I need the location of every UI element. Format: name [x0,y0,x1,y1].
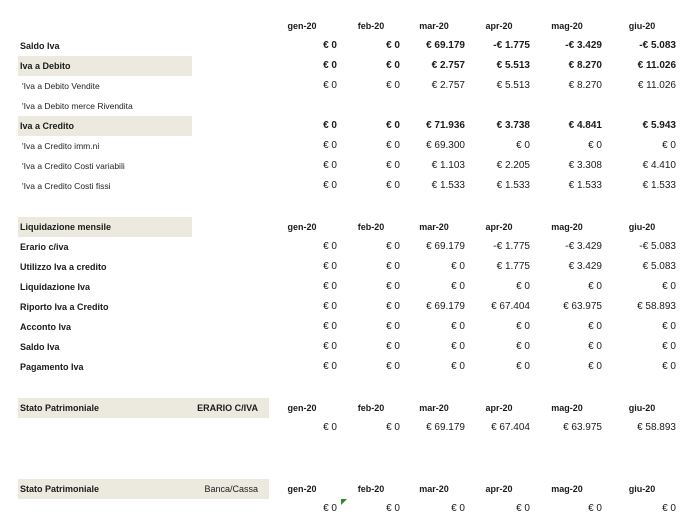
erario-month-header-4[interactable]: mag-20 [551,403,583,413]
banca-header-row [0,479,698,499]
top-row-0-cell-5[interactable]: -€ 5.083 [639,40,676,51]
banca-month-header-1[interactable]: feb-20 [357,484,385,494]
top-row-6-cell-3[interactable]: € 2.205 [496,160,530,171]
top-row-3-cell-3[interactable] [460,96,530,116]
liq-row-2-cell-2[interactable]: € 0 [451,281,465,292]
liq-row-5-cell-2[interactable]: € 0 [451,341,465,352]
liq-row-6-cell-3[interactable]: € 0 [516,361,530,372]
top-row-3-cell-1[interactable] [330,96,400,116]
liq-row-0-cell-3[interactable]: -€ 1.775 [493,241,530,252]
table-row [0,76,698,96]
liq-row-1-cell-2[interactable]: € 0 [451,261,465,272]
table-row [0,277,698,297]
erario-month-header-3[interactable]: apr-20 [485,403,513,413]
erario-cell-2[interactable]: € 69.179 [426,422,465,433]
erario-values-row [0,418,698,438]
liq-row-4-cell-2[interactable]: € 0 [451,321,465,332]
top-row-2-cell-1[interactable]: € 0 [386,80,400,91]
top-row-2-cell-2[interactable]: € 2.757 [431,80,465,91]
row-label[interactable]: Erario c/iva [20,242,69,252]
liquidazione-month-header-1[interactable]: feb-20 [357,222,385,232]
liquidazione-month-header-0[interactable]: gen-20 [287,222,317,232]
top-row-7-cell-4[interactable]: € 1.533 [568,180,602,191]
row-label[interactable]: Iva a Credito [20,121,75,131]
liq-row-6-cell-2[interactable]: € 0 [451,361,465,372]
liq-row-4-cell-0[interactable]: € 0 [323,321,337,332]
account-label-erario[interactable]: ERARIO C/IVA [197,403,258,413]
liq-row-6-cell-1[interactable]: € 0 [386,361,400,372]
top-row-7-cell-2[interactable]: € 1.533 [431,180,465,191]
row-label[interactable]: Liquidazione Iva [20,282,91,292]
top-row-2-cell-4[interactable]: € 8.270 [568,80,602,91]
top-row-1-cell-4[interactable]: € 8.270 [568,60,602,71]
liq-row-4-cell-5[interactable]: € 0 [662,321,676,332]
liq-row-2-cell-3[interactable]: € 0 [516,281,530,292]
top-row-6-cell-0[interactable]: € 0 [323,160,337,171]
comment-indicator-icon[interactable] [341,499,347,505]
table-row [0,136,698,156]
top-row-4-cell-3[interactable]: € 3.738 [496,120,530,131]
top-row-1-cell-0[interactable]: € 0 [323,60,337,71]
top-row-4-cell-5[interactable]: € 5.943 [642,120,676,131]
banca-cell-0[interactable]: € 0 [323,503,337,514]
liq-row-5-cell-0[interactable]: € 0 [323,341,337,352]
top-row-1-cell-2[interactable]: € 2.757 [431,60,465,71]
liq-row-1-cell-3[interactable]: € 1.775 [496,261,530,272]
liq-row-0-cell-0[interactable]: € 0 [323,241,337,252]
banca-month-header-4[interactable]: mag-20 [551,484,583,494]
row-label[interactable]: Saldo Iva [20,41,60,51]
table-row [0,96,698,116]
top-row-5-cell-1[interactable]: € 0 [386,140,400,151]
liq-row-1-cell-5[interactable]: € 5.083 [642,261,676,272]
liq-row-3-cell-1[interactable]: € 0 [386,301,400,312]
top-row-7-cell-1[interactable]: € 0 [386,180,400,191]
section-title-stato-patrimoniale[interactable]: Stato Patrimoniale [20,484,100,494]
erario-cell-3[interactable]: € 67.404 [491,422,530,433]
table-row [0,176,698,196]
erario-month-header-2[interactable]: mar-20 [419,403,449,413]
liq-row-5-cell-1[interactable]: € 0 [386,341,400,352]
liquidazione-month-header-2[interactable]: mar-20 [419,222,449,232]
erario-header-row [0,398,698,418]
month-header-0[interactable]: gen-20 [287,21,317,31]
row-label[interactable]: Pagamento Iva [20,362,84,372]
banca-month-header-5[interactable]: giu-20 [628,484,656,494]
liq-row-3-cell-2[interactable]: € 69.179 [426,301,465,312]
erario-month-header-5[interactable]: giu-20 [628,403,656,413]
table-row [0,237,698,257]
banca-values-row [0,499,698,519]
account-label-banca[interactable]: Banca/Cassa [204,484,258,494]
liquidazione-header-row [0,217,698,237]
table-row [0,337,698,357]
top-row-0-cell-3[interactable]: -€ 1.775 [493,40,530,51]
top-row-0-cell-1[interactable]: € 0 [386,40,400,51]
row-label[interactable]: 'Iva a Credito Costi variabili [22,161,125,171]
top-row-6-cell-1[interactable]: € 0 [386,160,400,171]
erario-month-header-0[interactable]: gen-20 [287,403,317,413]
top-row-7-cell-0[interactable]: € 0 [323,180,337,191]
liq-row-2-cell-5[interactable]: € 0 [662,281,676,292]
month-header-row [0,16,698,36]
top-row-3-cell-4[interactable] [532,96,602,116]
row-label[interactable]: Riporto Iva a Credito [20,302,109,312]
banca-cell-4[interactable]: € 0 [588,503,602,514]
liq-row-6-cell-5[interactable]: € 0 [662,361,676,372]
banca-cell-5[interactable]: € 0 [662,503,676,514]
row-label[interactable]: Acconto Iva [20,322,72,332]
top-row-6-cell-4[interactable]: € 3.308 [568,160,602,171]
top-row-4-cell-0[interactable]: € 0 [323,120,337,131]
top-row-4-cell-1[interactable]: € 0 [386,120,400,131]
liq-row-3-cell-4[interactable]: € 63.975 [563,301,602,312]
table-row [0,116,698,136]
liq-row-6-cell-4[interactable]: € 0 [588,361,602,372]
banca-cell-1[interactable]: € 0 [386,503,400,514]
banca-month-header-0[interactable]: gen-20 [287,484,317,494]
liq-row-3-cell-0[interactable]: € 0 [323,301,337,312]
erario-month-header-1[interactable]: feb-20 [357,403,385,413]
top-row-1-cell-3[interactable]: € 5.513 [496,60,530,71]
row-label[interactable]: 'Iva a Debito Vendite [22,81,100,91]
top-row-1-cell-5[interactable]: € 11.026 [637,60,676,71]
top-row-2-cell-0[interactable]: € 0 [323,80,337,91]
table-row [0,56,698,76]
liq-row-4-cell-1[interactable]: € 0 [386,321,400,332]
row-label[interactable]: 'Iva a Credito Costi fissi [22,181,111,191]
top-row-4-cell-4[interactable]: € 4.841 [568,120,602,131]
liq-row-6-cell-0[interactable]: € 0 [323,361,337,372]
erario-cell-4[interactable]: € 63.975 [563,422,602,433]
liq-row-4-cell-3[interactable]: € 0 [516,321,530,332]
month-header-5[interactable]: giu-20 [628,21,656,31]
liq-row-2-cell-0[interactable]: € 0 [323,281,337,292]
table-row [0,257,698,277]
row-label[interactable]: 'Iva a Debito merce Rivendita [22,101,133,111]
liquidazione-month-header-5[interactable]: giu-20 [628,222,656,232]
top-row-3-cell-2[interactable] [395,96,465,116]
liq-row-0-cell-5[interactable]: -€ 5.083 [639,241,676,252]
month-header-4[interactable]: mag-20 [551,21,583,31]
liq-row-5-cell-5[interactable]: € 0 [662,341,676,352]
top-row-5-cell-0[interactable]: € 0 [323,140,337,151]
liq-row-3-cell-5[interactable]: € 58.893 [637,301,676,312]
table-row [0,317,698,337]
table-row [0,36,698,56]
top-row-3-cell-5[interactable] [606,96,676,116]
liq-row-4-cell-4[interactable]: € 0 [588,321,602,332]
banca-cell-2[interactable]: € 0 [451,503,465,514]
top-row-5-cell-3[interactable]: € 0 [516,140,530,151]
top-row-5-cell-2[interactable]: € 69.300 [426,140,465,151]
banca-cell-3[interactable]: € 0 [516,503,530,514]
table-row [0,357,698,377]
liq-row-3-cell-3[interactable]: € 67.404 [491,301,530,312]
section-title-liquidazione[interactable]: Liquidazione mensile [20,222,112,232]
top-row-7-cell-3[interactable]: € 1.533 [496,180,530,191]
banca-month-header-2[interactable]: mar-20 [419,484,449,494]
top-row-1-cell-1[interactable]: € 0 [386,60,400,71]
top-row-6-cell-5[interactable]: € 4.410 [642,160,676,171]
top-row-6-cell-2[interactable]: € 1.103 [431,160,465,171]
row-label[interactable]: Saldo Iva [20,342,60,352]
liq-row-2-cell-1[interactable]: € 0 [386,281,400,292]
row-label[interactable]: 'Iva a Credito imm.ni [22,141,100,151]
row-label[interactable]: Iva a Debito [20,61,71,71]
liq-row-0-cell-4[interactable]: -€ 3.429 [565,241,602,252]
liquidazione-month-header-3[interactable]: apr-20 [485,222,513,232]
liq-row-0-cell-1[interactable]: € 0 [386,241,400,252]
table-row [0,297,698,317]
row-label[interactable]: Utilizzo Iva a credito [20,262,107,272]
top-row-0-cell-4[interactable]: -€ 3.429 [565,40,602,51]
banca-month-header-3[interactable]: apr-20 [485,484,513,494]
liquidazione-month-header-4[interactable]: mag-20 [551,222,583,232]
top-row-2-cell-5[interactable]: € 11.026 [637,80,676,91]
top-row-4-cell-2[interactable]: € 71.936 [426,120,465,131]
top-row-5-cell-4[interactable]: € 0 [588,140,602,151]
top-row-3-cell-0[interactable] [267,96,337,116]
top-row-2-cell-3[interactable]: € 5.513 [496,80,530,91]
month-header-3[interactable]: apr-20 [485,21,513,31]
erario-cell-1[interactable]: € 0 [386,422,400,433]
top-row-0-cell-0[interactable]: € 0 [323,40,337,51]
erario-cell-5[interactable]: € 58.893 [637,422,676,433]
liq-row-5-cell-4[interactable]: € 0 [588,341,602,352]
month-header-2[interactable]: mar-20 [419,21,449,31]
top-row-7-cell-5[interactable]: € 1.533 [642,180,676,191]
liq-row-1-cell-0[interactable]: € 0 [323,261,337,272]
liq-row-1-cell-4[interactable]: € 3.429 [568,261,602,272]
liq-row-2-cell-4[interactable]: € 0 [588,281,602,292]
liq-row-1-cell-1[interactable]: € 0 [386,261,400,272]
month-header-1[interactable]: feb-20 [357,21,385,31]
erario-cell-0[interactable]: € 0 [323,422,337,433]
table-row [0,156,698,176]
liq-row-0-cell-2[interactable]: € 69.179 [426,241,465,252]
top-row-0-cell-2[interactable]: € 69.179 [426,40,465,51]
top-row-5-cell-5[interactable]: € 0 [662,140,676,151]
section-title-stato-patrimoniale[interactable]: Stato Patrimoniale [20,403,100,413]
liq-row-5-cell-3[interactable]: € 0 [516,341,530,352]
